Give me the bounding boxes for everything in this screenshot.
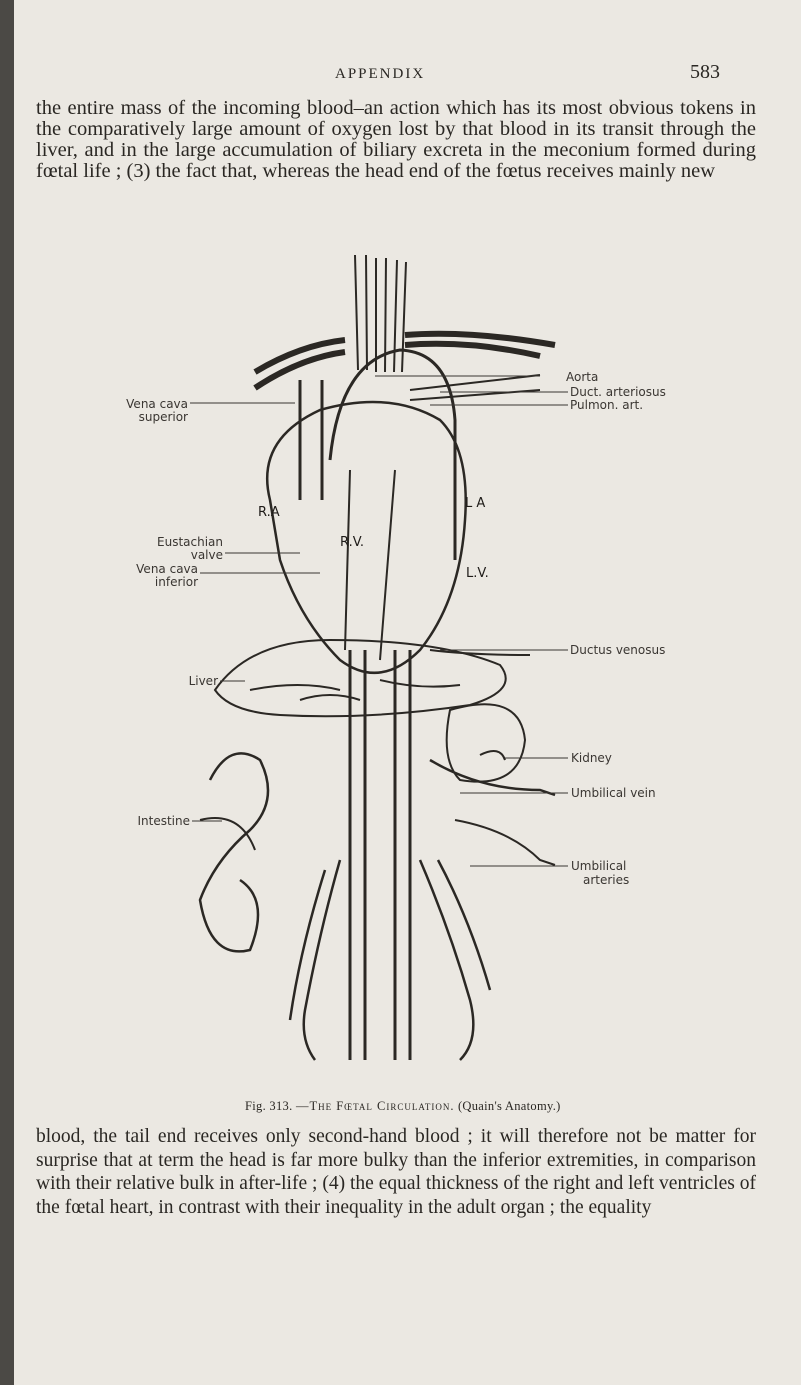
label-vena-cava-inferior-1: Vena cava (136, 562, 198, 576)
vena-cava-superior-vessel (300, 380, 322, 500)
iliac-right (420, 860, 490, 1060)
umbilical-vein-vessel (430, 760, 555, 795)
running-title: APPENDIX (335, 66, 426, 82)
descending-vessels (350, 650, 410, 1060)
kidney-outline (447, 704, 525, 781)
caption-source: (Quain's Anatomy.) (457, 1099, 561, 1113)
label-vena-cava-superior-2: superior (138, 410, 188, 424)
heart-outline (267, 402, 466, 673)
label-eustachian-valve-2: valve (190, 548, 223, 562)
paragraph-bottom: blood, the tail end receives only second-hand blood ; it will therefore not be matter for surprise that at term the head is far more bulky than the inferior extremities, in comparison with their relative bulk in after-life ; (4) the equal thickness of the right and left ventricles of the fœtal heart, in contrast with their inequality in the adult organ ; the equality (36, 1126, 756, 1218)
ductus-venosus-vessel (430, 650, 530, 655)
paragraph-top: the entire mass of the incoming blood–an action which has its most obvious tokens in the comparatively large amount of oxygen lost by that blood in its transit through the liver, and in the large accumulation of biliary excreta in the meconium formed during fœtal life ; (3) the fact that, whereas the head end of the fœtus receives mainly new (36, 97, 756, 182)
neck-vessels (355, 255, 406, 372)
pulmonary-artery (410, 375, 540, 400)
label-kidney: Kidney (571, 751, 612, 765)
page-number: 583 (690, 61, 720, 83)
figure-caption (245, 1099, 561, 1114)
label-vena-cava-superior-1: Vena cava (126, 397, 188, 411)
label-liver: Liver (188, 674, 218, 688)
label-aorta: Aorta (566, 370, 599, 384)
label-right-atrium: R.A (258, 505, 280, 520)
intestine-detail (200, 818, 255, 850)
umbilical-arteries-vessel (455, 820, 555, 865)
label-left-ventricle: L.V. (466, 566, 489, 581)
label-eustachian-valve-1: Eustachian (157, 535, 223, 549)
label-umbilical-vein: Umbilical vein (571, 786, 656, 800)
iliac-left (290, 860, 340, 1060)
label-duct-arteriosus: Duct. arteriosus (570, 385, 666, 399)
liver-outline (215, 640, 506, 716)
subclavian-right (405, 334, 555, 356)
label-vena-cava-inferior-2: inferior (154, 575, 198, 589)
label-pulmon-art: Pulmon. art. (570, 398, 644, 412)
label-ductus-venosus: Ductus venosus (570, 643, 666, 657)
intestine-coil (200, 753, 268, 951)
label-left-atrium: L A (465, 496, 486, 511)
septum-lines (345, 470, 395, 660)
label-umbilical-arteries-2: arteries (583, 873, 630, 887)
caption-number: Fig. 313. (245, 1099, 293, 1113)
label-umbilical-arteries-1: Umbilical (571, 859, 627, 873)
label-right-ventricle: R.V. (340, 535, 365, 550)
label-intestine: Intestine (137, 814, 190, 828)
liver-vessels (250, 680, 460, 700)
caption-title: —The Fœtal Circulation. (295, 1099, 455, 1113)
kidney-detail (480, 751, 505, 760)
